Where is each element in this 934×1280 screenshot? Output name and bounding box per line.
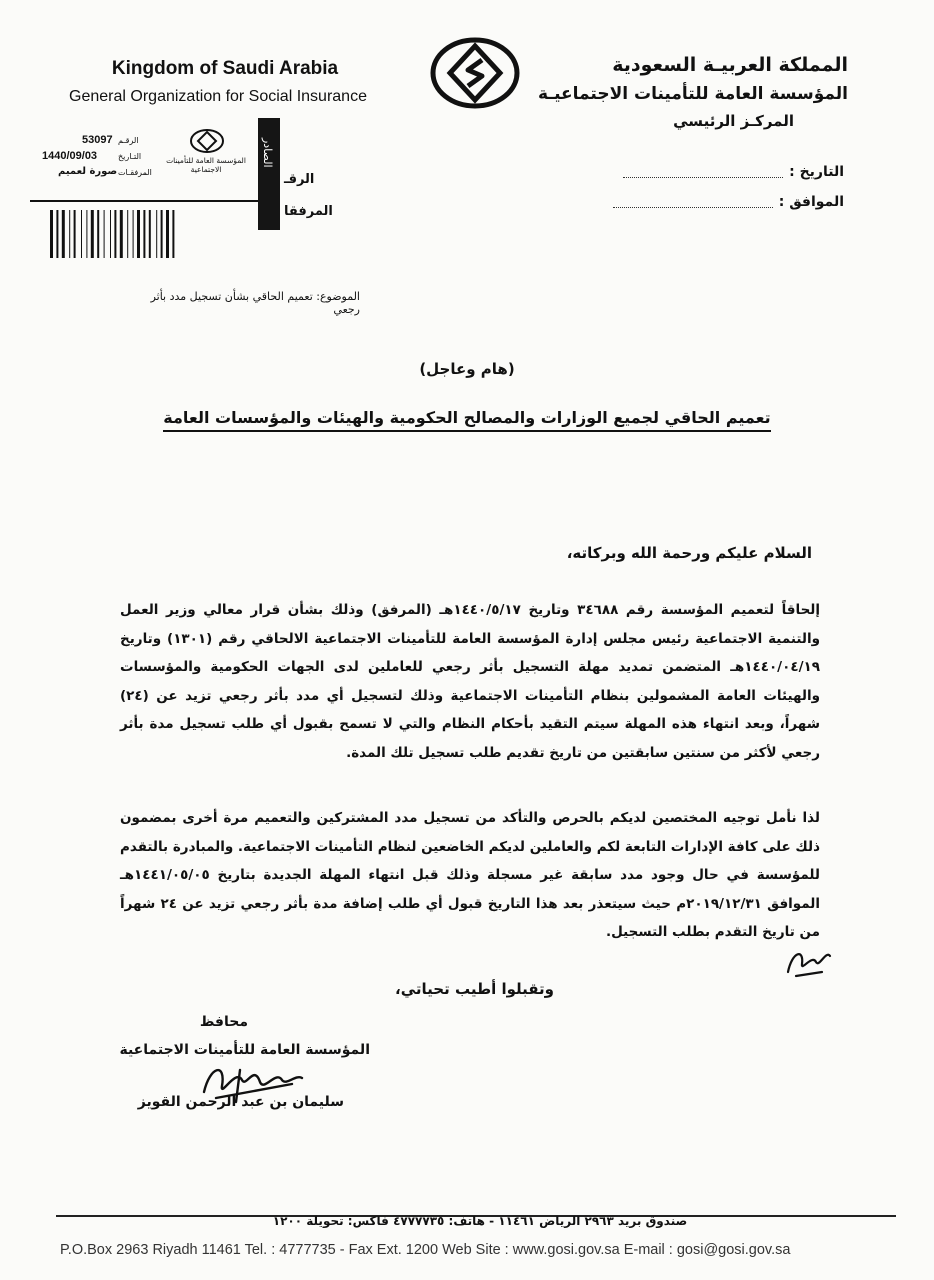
stamp-attachments: صورة لعميم	[58, 166, 118, 177]
body-paragraph-1: إلحاقاً لتعميم المؤسسة رقم ٣٤٦٨٨ وتاريخ ١٤٤٠/٥/١٧هـ (المرفق) وذلك بشأن قرار معالي وزير العمل والتنمية الاجتماعية رئيس مجلس إدارة المؤسسة العامة للتأمينات الاجتماعية الالحاقي رقم (١٣٠١) وتاريخ ١٤٤٠/٠٤/١٩هـ المتضمن تمديد مهلة التسجيل بأثر رجعي للعاملين لدى الجهات الحكومية والمؤسسات والهيئات العامة المشمولين بنظام التأمينات الاجتماعية وذلك لتسجيل أي مدد بأثر رجعي تزيد عن (٢٤) شهراً، وبعد انتهاء هذه المهلة سيتم التقيد بأحكام النظام والتي لا تسمح بقبول أي طلب تسجيل مدة بأثر رجعي لأكثر من سنتين سابقتين من تاريخ تقديم طلب تسجيل تلك المدة.	[120, 602, 821, 761]
equivalent-date-label: الموافق :	[778, 194, 844, 210]
date-field	[544, 164, 844, 180]
signatory-organization: المؤسسة العامة للتأمينات الاجتماعية	[119, 1042, 370, 1058]
stamp-number: 53097	[82, 134, 113, 146]
equivalent-date-field	[544, 194, 844, 210]
arabic-country-name: المملكة العربيـة السعودية	[612, 54, 848, 76]
stamp-logo-icon	[188, 128, 226, 154]
barcode-icon	[50, 210, 258, 258]
urgent-notice: (هام وعاجل)	[419, 360, 515, 378]
stamp-side-text: الصادر	[261, 138, 274, 168]
closing-line: وتقبلوا أطيب تحياتي،	[395, 980, 554, 998]
circular-title	[0, 408, 934, 427]
reference-label: الرقـ	[284, 172, 315, 187]
footer-arabic-contact: صندوق بريد ٢٩٦٣ الرياض ١١٤٦١ - هاتف: ٤٧٧٧٧٣٥ فاكس: تحويلة ١٢٠٠	[272, 1214, 688, 1228]
stamp-number-label: الرقـم	[118, 136, 139, 145]
stamp-attachments-label: المرفقـات	[118, 168, 152, 177]
body-paragraph-2: لذا نأمل توجيه المختصين لديكم بالحرص والتأكد من تسجيل مدد المشتركين والتعميم مرة أخرى بمضمون ذلك على كافة الإدارات التابعة لكم والعاملين لديكم الخاضعين لنظام التأمينات الاجتماعية. والمبادرة بالتقدم للمؤسسة في حال وجود مدد سابقة غير مسجلة وذلك قبل انتهاء المهلة الجديدة بتاريخ ١٤٤١/٠٥/٠٥هـ الموافق ٢٠١٩/١٢/٣١م حيث سيتعذر بعد هذا التاريخ قبول أي طلب إضافة مدة بأثر رجعي تزيد عن ٢٤ شهراً من تاريخ التقدم بطلب التسجيل.	[120, 810, 820, 940]
stamp-org-name: المؤسسة العامة للتأمينات الاجتماعية	[166, 156, 246, 174]
english-org-name: General Organization for Social Insurance	[69, 88, 367, 105]
attachments-label: المرفقا	[284, 204, 333, 219]
footer-english-contact: P.O.Box 2963 Riyadh 11461 Tel. : 4777735 - Fax Ext. 1200 Web Site : www.gosi.gov.sa E-mail : gosi@gosi.gov.sa	[60, 1242, 791, 1258]
stamp-date-label: التـاريخ	[118, 152, 142, 161]
date-label: التاريخ :	[789, 164, 844, 180]
date-dotted-line	[623, 167, 783, 178]
subject-line: الموضوع: تعميم الحاقي بشأن تسجيل مدد بأثر رجعي	[150, 290, 360, 316]
english-country-name: Kingdom of Saudi Arabia	[111, 58, 339, 79]
circular-title-text: تعميم الحاقي لجميع الوزارات والمصالح الحكومية والهيئات والمؤسسات العامة	[163, 408, 770, 432]
stamp-side-bar	[258, 118, 280, 230]
initials-icon	[782, 942, 834, 982]
arabic-office-name: المركـز الرئيسي	[673, 112, 794, 130]
greeting: السلام عليكم ورحمة الله وبركاته،	[566, 544, 812, 562]
equivalent-date-dotted-line	[613, 197, 773, 208]
signatory-name: سليمان بن عبد الرحمن القويز	[137, 1094, 344, 1110]
registry-stamp	[30, 120, 266, 202]
gosi-logo-icon	[430, 36, 520, 110]
stamp-date: 1440/09/03	[42, 150, 98, 162]
arabic-org-name: المؤسسة العامة للتأمينات الاجتماعيـة	[537, 84, 848, 104]
signatory-title: محافظ	[199, 1014, 248, 1030]
